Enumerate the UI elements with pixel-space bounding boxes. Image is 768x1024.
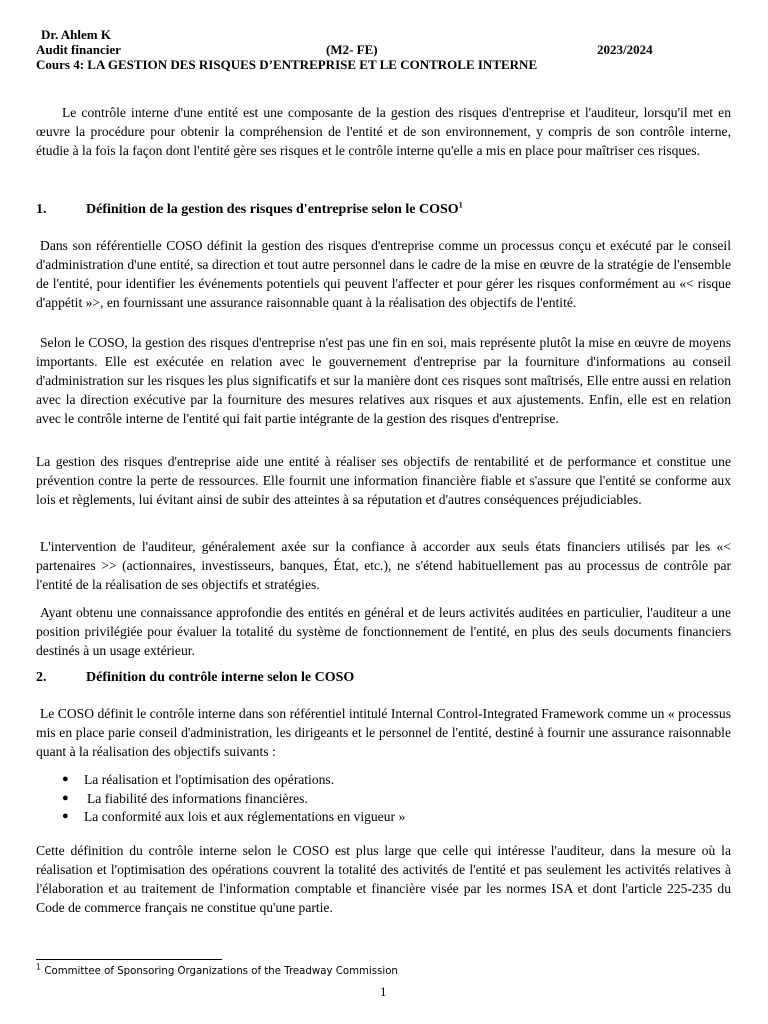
page-title: Cours 4: LA GESTION DES RISQUES D’ENTREPRISE ET LE CONTROLE INTERNE [36,57,538,72]
list-item: La réalisation et l'optimisation des opérations. [84,772,335,787]
list-item: La fiabilité des informations financières. [87,791,308,806]
section-1-paragraph: Selon le COSO, la gestion des risques d'entreprise n'est pas une fin en soi, mais représente plutôt la mise en œuvre de moyens importants. Elle est exécutée en relation avec le gouvernement d'entreprise par la fourniture d'informations au conseil d'administration sur les risques les plus significatifs et sur la manière dont ces risques sont maîtrisés, Elle entre aussi en relation avec la direction exécutive par la fourniture des mesures relatives aux risques et aux ajustements. Enfin, elle est en relation avec le contrôle interne de l'entité qui fait partie intégrante de la gestion des risques d'entreprise. [36,335,731,426]
footnote-reference: 1 [458,200,463,210]
author-name: Dr. Ahlem K [41,27,111,42]
section-2-heading [36,670,354,686]
section-1-paragraph: Dans son référentielle COSO définit la gestion des risques d'entreprise comme un processus conçu et exécuté par le conseil d'administration d'une entité, sa direction et tout autre personnel dans le cadre de la mise en œuvre de la stratégie de l'ensemble de l'entité, pour identifier les événements potentiels qui peuvent l'affecter et pour gérer les risques conformément au «< risque d'appétit »>, en fournissant une assurance raisonnable quant à la réalisation des objectifs de l'entité. [36,238,731,310]
footnote-divider [36,959,222,960]
section-1-number: 1. [36,202,47,217]
course-level: (M2- FE) [326,42,378,57]
section-2-paragraph: Le COSO définit le contrôle interne dans son référentiel intitulé Internal Control-Integrated Framework comme un « processus mis en place parie conseil d'administration, les dirigeants et le personnel de l'entité, destiné à fournir une assurance raisonnable quant à la réalisation des objectifs suivants : [36,706,731,759]
section-1-paragraph: Ayant obtenu une connaissance approfondie des entités en général et de leurs activités auditées en particulier, l'auditeur a une position privilégiée pour évaluer la totalité du système de fonctionnement de l'entité, en plus des seuls documents financiers destinés à un usage extérieur. [36,605,731,658]
footnote [36,962,398,979]
footnote-text: Committee of Sponsoring Organizations of the Treadway Commission [44,966,398,977]
course-name: Audit financier [36,42,121,57]
section-1-title: Définition de la gestion des risques d'entreprise selon le COSO [86,202,459,217]
section-2-number: 2. [36,670,47,685]
academic-year: 2023/2024 [597,42,653,57]
section-1-heading [36,202,463,218]
bullet-icon: ● [62,773,69,785]
bullet-icon: ● [62,810,69,822]
section-2-title: Définition du contrôle interne selon le COSO [86,670,355,685]
footnote-mark: 1 [36,962,42,972]
bullet-icon: ● [62,792,69,804]
section-2-conclusion: Cette définition du contrôle interne selon le COSO est plus large que celle qui intéresse l'auditeur, dans la mesure où la réalisation et l'optimisation des opérations couvrent la totalité des activités de l'entité et pas seulement les activités relatives à l'élaboration et au traitement de l'information comptable et financière visée par les normes ISA et dont l'article 225-235 du Code de commerce français ne constitue qu'une partie. [36,843,731,915]
list-item: La conformité aux lois et aux réglementations en vigueur » [84,809,406,824]
page-number: 1 [380,984,387,999]
intro-paragraph: Le contrôle interne d'une entité est une composante de la gestion des risques d'entreprise et l'auditeur, lorsqu'il met en œuvre la procédure pour obtenir la compréhension de l'entité et de son environnement, y compris de son contrôle interne, étudie à la fois la façon dont l'entité gère ses risques et le contrôle interne qu'elle a mis en place pour maîtriser ces risques. [36,105,731,158]
section-1-paragraph: La gestion des risques d'entreprise aide une entité à réaliser ses objectifs de rentabilité et de performance et constitue une prévention contre la perte de ressources. Elle fournit une information financière fiable et s'assure que l'entité se conforme aux lois et règlements, lui évitant ainsi de subir des atteintes à sa réputation et d'autres conséquences préjudiciables. [36,454,731,507]
section-1-paragraph: L'intervention de l'auditeur, généralement axée sur la confiance à accorder aux seuls états financiers utilisés par les «< partenaires >> (actionnaires, investisseurs, banques, État, etc.), ne s'étend habituellement pas au processus de contrôle par l'entité de la réalisation de ses objectifs et stratégies. [36,539,731,592]
